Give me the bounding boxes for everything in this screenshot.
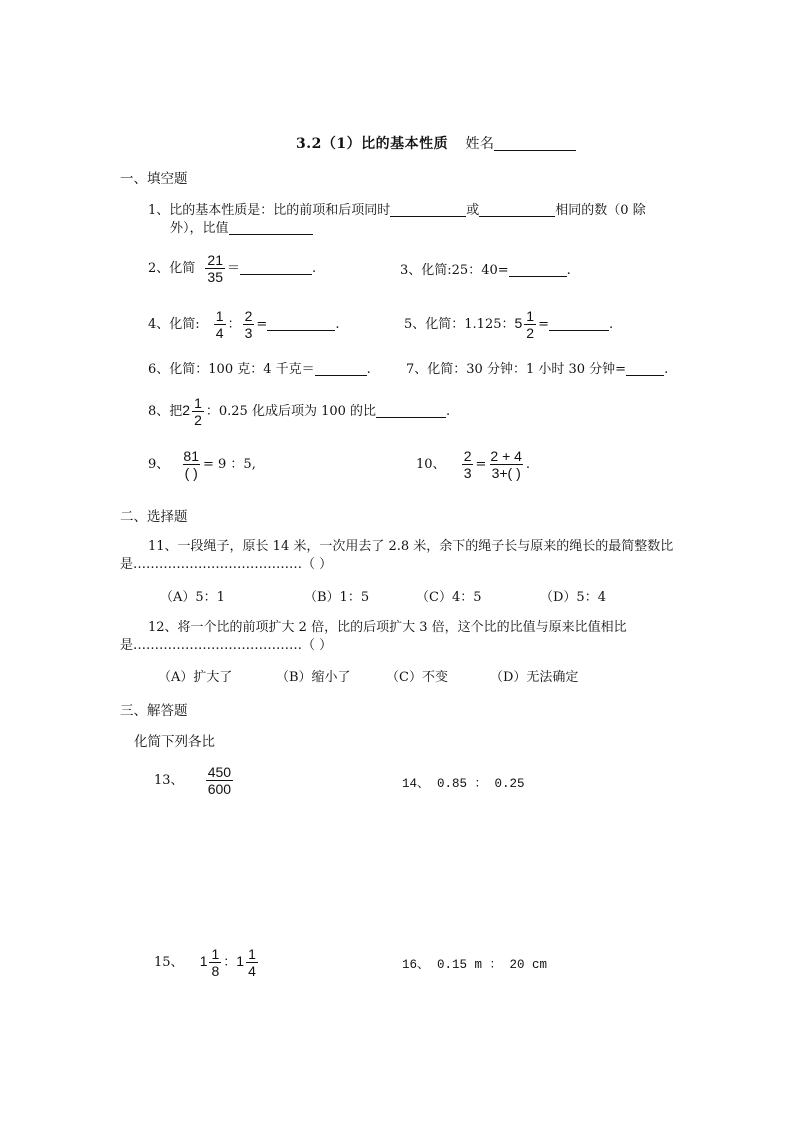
q12-option-a[interactable]: （A）扩大了 [158, 670, 233, 685]
q10-num-2: 2 + 4 [490, 448, 522, 464]
q9-text: = 9 ：5, [203, 457, 256, 472]
q1-blank-3[interactable] [229, 220, 313, 235]
q11-option-c[interactable]: （C）4：5 [416, 590, 482, 605]
question-13 [154, 764, 235, 797]
q1-text-c: 相同的数（0 除 [555, 203, 646, 218]
q8-whole: 2 [182, 402, 191, 418]
q2-denominator: 35 [207, 269, 223, 285]
section-choice-heading: 二、选择题 [120, 509, 188, 525]
q15-label: 15、 [154, 955, 184, 970]
question-1 [148, 202, 646, 219]
q5-blank[interactable] [549, 316, 609, 331]
q8-num: 1 [194, 395, 202, 411]
q6-blank[interactable] [315, 361, 367, 376]
q8-text: ：0.25 化成后项为 100 的比 [205, 404, 377, 419]
q4-num-1: 1 [215, 308, 224, 324]
q6-text: 6、化简：100 克：4 千克＝ [148, 362, 315, 377]
question-10 [416, 448, 530, 481]
q8-label: 8、把 [148, 404, 183, 419]
q1-text-d: 外），比值 [170, 221, 229, 236]
q5-label: 5、化简：1.125： [404, 317, 515, 332]
question-7 [406, 361, 668, 378]
q13-den: 600 [207, 781, 232, 797]
q4-num-2: 2 [244, 308, 253, 324]
q1-text-a: 1、比的基本性质是：比的前项和后项同时 [148, 203, 391, 218]
question-15 [154, 946, 260, 979]
worksheet-title: 3.2（1）比的基本性质 [296, 136, 449, 152]
question-6 [148, 361, 371, 378]
q2-numerator: 21 [207, 252, 223, 268]
q8-period: . [446, 404, 451, 419]
q9-label: 9、 [148, 457, 170, 472]
q2-equals: ＝ [227, 261, 241, 276]
q10-period: . [525, 457, 531, 472]
q5-den: 2 [526, 325, 535, 341]
q11-option-d[interactable]: （D）5：4 [540, 590, 606, 605]
q15-colon: ： [223, 955, 237, 970]
q4-blank[interactable] [267, 316, 335, 331]
q7-text: 7、化简：30 分钟：1 小时 30 分钟= [406, 362, 627, 377]
q15-num-1: 1 [211, 946, 220, 962]
q7-period: . [664, 362, 669, 377]
q4-label: 4、化简: [148, 317, 200, 332]
q15-whole-1: 1 [199, 953, 208, 969]
q10-den-2[interactable]: 3+( ) [491, 465, 521, 481]
q10-fraction-1 [462, 448, 474, 481]
q10-den-1: 3 [463, 465, 472, 481]
q2-label: 2、化简 [148, 261, 196, 276]
section-solve-heading: 三、解答题 [120, 703, 188, 719]
q2-blank[interactable] [240, 260, 312, 275]
q4-equals: = [256, 317, 268, 332]
q3-blank[interactable] [509, 262, 567, 277]
q4-period: . [335, 317, 340, 332]
q12-option-d[interactable]: （D）无法确定 [490, 670, 579, 685]
q10-num-1: 2 [463, 448, 472, 464]
q1-blank-1[interactable] [390, 202, 466, 217]
q4-den-2: 3 [244, 325, 253, 341]
q10-fraction-2 [488, 448, 524, 481]
question-11-line2[interactable]: 是…………………………………（ ） [120, 557, 333, 572]
question-4 [148, 308, 339, 341]
q12-option-c[interactable]: （C）不变 [386, 670, 448, 685]
name-label: 姓名 [465, 136, 495, 152]
q4-fraction-2 [243, 308, 255, 341]
q4-colon: ： [227, 317, 241, 332]
question-11-line1: 11、一段绳子，原长 14 米，一次用去了 2.8 米，余下的绳子长与原来的绳长的最简整数比 [148, 539, 674, 554]
q5-equals: = [538, 317, 549, 332]
q15-fraction-2 [246, 946, 258, 979]
q8-den: 2 [194, 412, 202, 428]
q4-fraction-1 [214, 308, 226, 341]
question-1-cont [170, 220, 313, 237]
q11-option-a[interactable]: （A）5：1 [160, 590, 225, 605]
q8-blank[interactable] [376, 403, 446, 418]
name-blank[interactable] [494, 136, 576, 151]
q1-text-b: 或 [466, 203, 480, 218]
q1-blank-2[interactable] [479, 202, 555, 217]
question-8 [148, 395, 450, 428]
q4-den-1: 4 [215, 325, 224, 341]
q5-period: . [609, 317, 614, 332]
q13-fraction [206, 764, 233, 797]
question-12-line1: 12、将一个比的前项扩大 2 倍，比的后项扩大 3 倍，这个比的比值与原来比值相比 [148, 620, 627, 635]
q11-option-b[interactable]: （B）1：5 [304, 590, 370, 605]
section-fill-heading: 一、填空题 [120, 171, 188, 187]
q8-fraction [192, 395, 204, 428]
q13-num: 450 [207, 764, 232, 780]
q15-fraction-1 [209, 946, 221, 979]
q2-period: . [312, 261, 317, 276]
q5-fraction [524, 308, 536, 341]
q5-whole: 5 [514, 315, 523, 331]
question-9 [148, 448, 256, 481]
question-12-line2[interactable]: 是…………………………………（ ） [120, 638, 333, 653]
question-3 [400, 262, 571, 279]
question-5 [404, 308, 613, 341]
solve-intro: 化简下列各比 [134, 734, 215, 750]
question-14: 14、 0.85 ： 0.25 [402, 777, 525, 791]
q3-text: 3、化简:25：40= [400, 263, 509, 278]
question-2 [148, 252, 316, 285]
q6-period: . [366, 362, 371, 377]
question-16: 16、 0.15 m ： 20 cm [402, 958, 548, 972]
q9-den-blank[interactable]: ( ) [184, 465, 198, 481]
q9-fraction [181, 448, 201, 481]
q13-label: 13、 [154, 773, 184, 788]
q10-equals: = [475, 457, 487, 472]
page-title [296, 136, 576, 153]
q15-den-1: 8 [211, 963, 220, 979]
q12-option-b[interactable]: （B）缩小了 [276, 670, 351, 685]
q9-num: 81 [183, 448, 199, 464]
q15-den-2: 4 [248, 963, 256, 979]
q7-blank[interactable] [626, 361, 664, 376]
q3-period: . [566, 263, 571, 278]
q2-fraction [205, 252, 225, 285]
q15-num-2: 1 [248, 946, 256, 962]
q15-whole-2: 1 [236, 953, 245, 969]
q10-label: 10、 [416, 457, 446, 472]
q5-num: 1 [526, 308, 535, 324]
